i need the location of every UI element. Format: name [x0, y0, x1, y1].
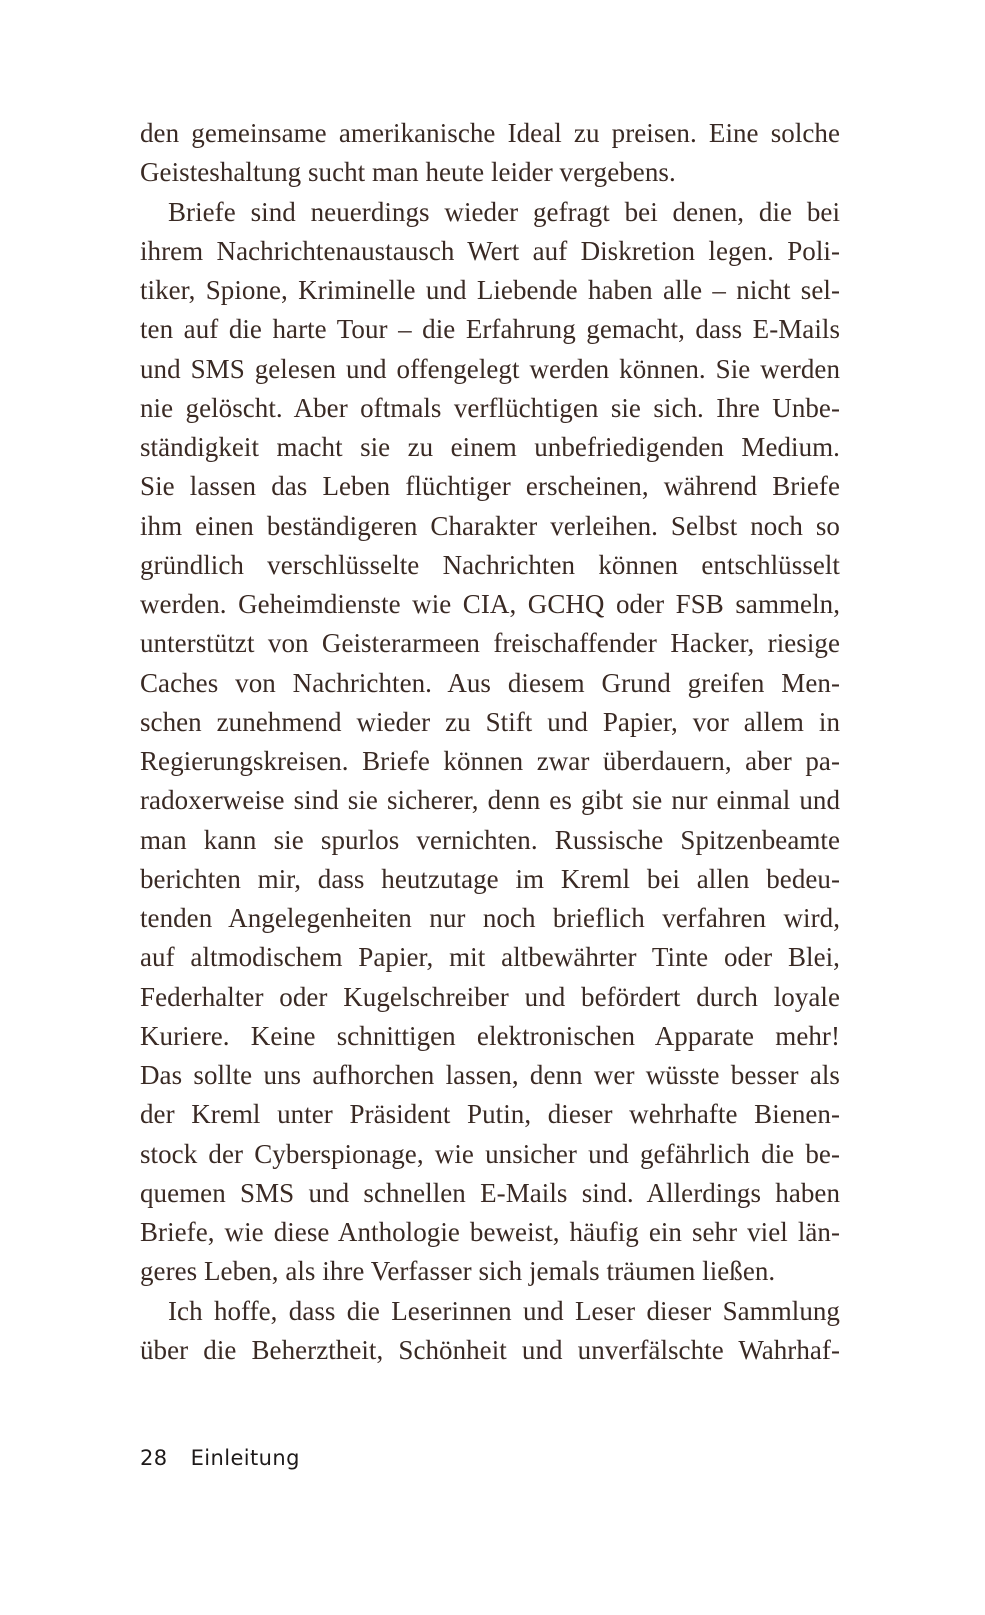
text-line: Ich hoffe, dass die Leserinnen und Leser dieser Sammlung — [168, 1295, 840, 1326]
text-line: der Kreml unter Präsident Putin, dieser wehrhafte Bienen- — [140, 1099, 840, 1130]
text-line: schen zunehmend wieder zu Stift und Papier, vor allem in — [140, 706, 840, 737]
text-line: den gemeinsame amerikanische Ideal zu preisen. Eine solche — [140, 118, 840, 148]
text-line: Regierungskreisen. Briefe können zwar überdauern, aber pa- — [140, 746, 840, 776]
text-line: Briefe, wie diese Anthologie beweist, häufig ein sehr viel län- — [140, 1217, 840, 1247]
text-line: quemen SMS und schnellen E-Mails sind. Allerdings haben — [140, 1177, 840, 1208]
text-line: gründlich verschlüsselte Nachrichten können entschlüsselt — [140, 549, 840, 580]
page-number: 28 — [140, 1446, 168, 1470]
text-line: radoxerweise sind sie sicherer, denn es gibt sie nur einmal und — [140, 785, 840, 816]
text-line: nie gelöscht. Aber oftmals verflüchtigen sie sich. Ihre Unbe- — [140, 392, 840, 423]
text-line: Federhalter oder Kugelschreiber und befördert durch loyale — [140, 981, 840, 1012]
text-line: Briefe sind neuerdings wieder gefragt bei denen, die bei — [168, 196, 840, 227]
text-line: Kuriere. Keine schnittigen elektronischen Apparate mehr! — [140, 1020, 840, 1051]
text-line: tenden Angelegenheiten nur noch brieflich verfahren wird, — [140, 903, 840, 933]
text-line: ständigkeit macht sie zu einem unbefriedigenden Medium. — [140, 432, 840, 462]
text-line: und SMS gelesen und offengelegt werden können. Sie werden — [140, 353, 840, 384]
text-line: auf altmodischem Papier, mit altbewährter Tinte oder Blei, — [140, 942, 840, 973]
text-line: tiker, Spione, Kriminelle und Liebende haben alle – nicht sel- — [140, 275, 840, 305]
text-line: unterstützt von Geisterarmeen freischaffender Hacker, riesige — [140, 628, 840, 659]
text-line: ten auf die harte Tour – die Erfahrung gemacht, dass E-Mails — [140, 314, 840, 345]
text-line: Geisteshaltung sucht man heute leider vergebens. — [140, 157, 676, 188]
text-line: ihrem Nachrichtenaustausch Wert auf Diskretion legen. Poli- — [140, 235, 840, 266]
text-line: stock der Cyberspionage, wie unsicher und gefährlich die be- — [140, 1138, 840, 1169]
book-page-text — [140, 114, 840, 1370]
text-line: geres Leben, als ihre Verfasser sich jemals träumen ließen. — [140, 1256, 776, 1287]
text-line: Das sollte uns aufhorchen lassen, denn wer wüsste besser als — [140, 1060, 840, 1090]
text-line: über die Beherztheit, Schönheit und unverfälschte Wahrhaf- — [140, 1334, 840, 1365]
text-line: Caches von Nachrichten. Aus diesem Grund greifen Men- — [140, 667, 840, 698]
text-line: ihm einen beständigeren Charakter verleihen. Selbst noch so — [140, 510, 840, 541]
text-line: man kann sie spurlos vernichten. Russische Spitzenbeamte — [140, 824, 840, 855]
running-footer-section: Einleitung — [190, 1446, 300, 1470]
text-line: berichten mir, dass heutzutage im Kreml bei allen bedeu- — [140, 863, 840, 894]
text-line: werden. Geheimdienste wie CIA, GCHQ oder FSB sammeln, — [140, 589, 840, 619]
page-footer — [140, 1446, 300, 1470]
text-line: Sie lassen das Leben flüchtiger erscheinen, während Briefe — [140, 471, 840, 502]
